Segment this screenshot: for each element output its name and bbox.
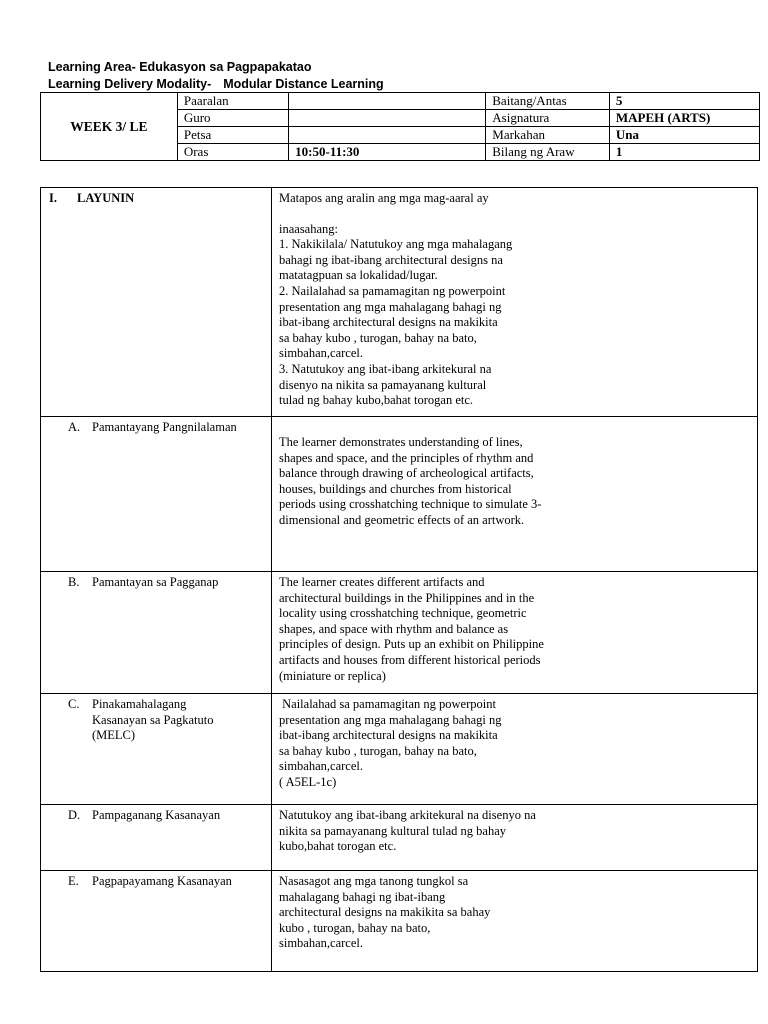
info-value [289,93,486,110]
info-value: 1 [609,144,759,161]
info-value: 10:50-11:30 [289,144,486,161]
text-line: presentation ang mga mahalagang bahagi ng [279,299,502,314]
section-label-cell [41,805,272,871]
layunin-title: LAYUNIN [77,191,135,205]
text-line: Pamantayan sa Pagganap [92,575,219,589]
text-line: dimensional and geometric effects of an artwork. [279,512,525,527]
section-label [92,808,271,824]
section-letter: D. [68,808,81,822]
layunin-label-cell [41,188,272,417]
text-line: simbahan,carcel. [279,346,363,361]
section-row-a [41,417,758,572]
lesson-plan-table [40,187,758,972]
text-line: 1. Nakikilala/ Natutukoy ang mga mahalagang [279,237,513,252]
text-line: ibat-ibang architectural designs na makikita [279,315,498,330]
section-label-cell [41,417,272,572]
text-line: ( A5EL-1c) [279,774,337,789]
text-line: houses, buildings and churches from historical [279,481,512,496]
info-label: Paaralan [177,93,288,110]
text-line: sa bahay kubo , turogan, bahay na bato, [279,330,477,345]
text-line: periods using crosshatching technique to simulate 3- [279,497,542,512]
text-line: inaasahang: [279,221,339,236]
section-label-cell [41,694,272,805]
text-line: shapes, and space with rhythm and balance as [279,621,509,636]
week-cell: WEEK 3/ LE [41,93,178,161]
text-line: locality using crosshatching technique, geometric [279,606,527,621]
info-label: Asignatura [486,110,610,127]
modality-heading [48,77,384,92]
text-line: shapes and space, and the principles of rhythm and [279,450,534,465]
text-line: simbahan,carcel. [279,759,363,774]
section-label [92,575,271,591]
text-line: architectural buildings in the Philippines and in the [279,590,535,605]
modality-value: Modular Distance Learning [223,77,384,91]
text-line: Kasanayan sa Pagkatuto [92,712,214,727]
section-text [279,874,751,952]
modality-label: Learning Delivery Modality- [48,77,212,91]
section-content-cell [272,417,758,572]
section-text [279,575,751,684]
info-value: MAPEH (ARTS) [609,110,759,127]
text-line: ibat-ibang architectural designs na makikita [279,728,498,743]
section-number: I. [49,191,57,205]
section-letter: B. [68,575,80,589]
info-label: Bilang ng Araw [486,144,610,161]
section-label [92,874,271,890]
text-line: Pampaganang Kasanayan [92,808,221,822]
text-line: The learner demonstrates understanding of lines, [279,435,523,449]
text-line: (MELC) [92,728,136,743]
layunin-content-cell [272,188,758,417]
section-label-cell [41,871,272,972]
section-row-c [41,694,758,805]
section-row-e [41,871,758,972]
info-value [289,110,486,127]
info-label: Guro [177,110,288,127]
text-line: principles of design. Puts up an exhibit on Philippine [279,637,544,652]
text-line: sa bahay kubo , turogan, bahay na bato, [279,743,477,758]
learning-area-heading: Learning Area- Edukasyon sa Pagpapakatao [48,60,312,74]
section-content-cell [272,694,758,805]
section-content-cell [272,871,758,972]
text-line: Pinakamahalagang [92,697,187,711]
layunin-lines [279,222,751,409]
layunin-row [41,188,758,417]
text-line: 2. Nailalahad sa pamamagitan ng powerpoint [279,283,506,298]
text-line: (miniature or replica) [279,668,386,683]
text-line: Pamantayang Pangnilalaman [92,420,237,434]
text-line: nikita sa pamayanang kultural tulad ng bahay [279,823,507,838]
section-content-cell [272,805,758,871]
section-letter: C. [68,697,80,711]
section-label [92,697,271,744]
text-line: Nasasagot ang mga tanong tungkol sa [279,874,469,888]
text-line: kubo , turogan, bahay na bato, [279,920,431,935]
text-line: 3. Natutukoy ang ibat-ibang arkitekural na [279,361,492,376]
text-line: Pagpapayamang Kasanayan [92,874,232,888]
text-line: matatagpuan sa lokalidad/lugar. [279,268,438,283]
section-text [279,697,751,791]
text-line: The learner creates different artifacts and [279,575,485,589]
section-content-cell [272,572,758,694]
section-row-d [41,805,758,871]
section-label-cell [41,572,272,694]
info-label: Oras [177,144,288,161]
info-label: Petsa [177,127,288,144]
section-letter: E. [68,874,79,888]
section-letter: A. [68,420,81,434]
section-row-b [41,572,758,694]
info-value [289,127,486,144]
text-line: Natutukoy ang ibat-ibang arkitekural na disenyo na [279,808,536,822]
info-value: 5 [609,93,759,110]
info-value: Una [609,127,759,144]
section-label [92,420,271,436]
text-line: bahagi ng ibat-ibang architectural designs na [279,252,503,267]
section-text [279,435,751,529]
text-line: artifacts and houses from different historical periods [279,652,541,667]
text-line: kubo,bahat torogan etc. [279,839,397,854]
text-line: presentation ang mga mahalagang bahagi ng [279,712,502,727]
info-table [40,92,760,161]
text-line: disenyo na nikita sa pamayanang kultural [279,377,487,392]
info-label: Markahan [486,127,610,144]
info-row-paaralan [41,93,760,110]
text-line: architectural designs na makikita sa bahay [279,905,491,920]
section-text [279,808,751,855]
text-line: tulad ng bahay kubo,bahat torogan etc. [279,393,474,408]
text-line: Nailalahad sa pamamagitan ng powerpoint [279,697,496,711]
text-line: mahalagang bahagi ng ibat-ibang [279,889,446,904]
layunin-intro: Matapos ang aralin ang mga mag-aaral ay [279,191,489,205]
info-label: Baitang/Antas [486,93,610,110]
text-line: simbahan,carcel. [279,936,363,951]
text-line: balance through drawing of archeological artifacts, [279,466,534,481]
